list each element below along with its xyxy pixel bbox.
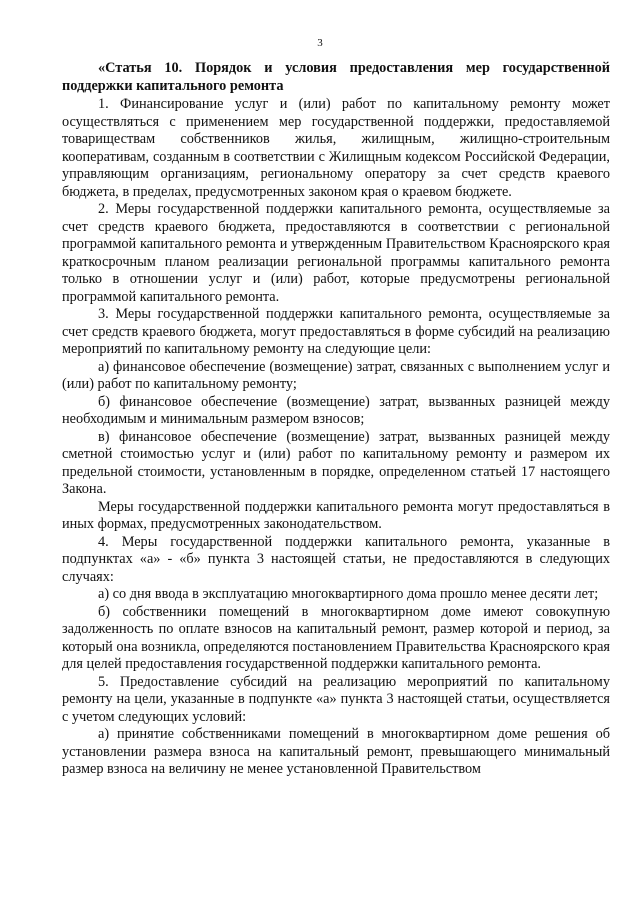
page-number: 3 bbox=[317, 37, 323, 49]
paragraph: б) собственники помещений в многоквартирном доме имеют совокупную задолженность по оплате взносов на капитальный ремонт, размер которой и период, за который она возникла, определяются постановлением Правительства Красноярского края для целей предоставления государственной поддержки капитального ремонта. bbox=[62, 603, 610, 672]
paragraph: 5. Предоставление субсидий на реализацию мероприятий по капитальному ремонту на цели, указанные в подпункте «а» пункта 3 настоящей статьи, осуществляется с учетом следующих условий: bbox=[62, 673, 610, 725]
paragraph: 1. Финансирование услуг и (или) работ по капитальному ремонту может осуществляться с применением мер государственной поддержки, предоставляемой товариществам собственников жилья, жилищным, жилищно-строительным кооперативам, созданным в соответствии с Жилищным кодексом Российской Федерации, управляющим организациям, региональному оператору за счет средств краевого бюджета, в пределах, предусмотренных законом края о краевом бюджете. bbox=[62, 96, 610, 200]
paragraph: а) принятие собственниками помещений в многоквартирном доме решения об установлении размера взноса на капитальный ремонт, превышающего минимальный размер взноса на величину не менее установленной Правительством bbox=[62, 726, 610, 777]
paragraph: Меры государственной поддержки капитального ремонта могут предоставляться в иных формах, предусмотренных законодательством. bbox=[62, 498, 610, 532]
paragraph: б) финансовое обеспечение (возмещение) затрат, вызванных разницей между необходимым и минимальным размером взносов; bbox=[62, 393, 610, 427]
paragraph: 2. Меры государственной поддержки капитального ремонта, осуществляемые за счет средств краевого бюджета, предоставляются в соответствии с региональной программой капитального ремонта и утвержденным Правительством Красноярского края краткосрочным планом реализации региональной программы капитального ремонта только в отношении услуг и (или) работ, которые предусмотрены региональной программой капитального ремонта. bbox=[62, 201, 610, 305]
document-body bbox=[62, 60, 610, 779]
article-heading: «Статья 10. Порядок и условия предоставления мер государственной поддержки капитального ремонта bbox=[62, 60, 610, 94]
paragraph: а) со дня ввода в эксплуатацию многоквартирного дома прошло менее десяти лет; bbox=[98, 586, 599, 602]
paragraph: 4. Меры государственной поддержки капитального ремонта, указанные в подпунктах «а» - «б» пункта 3 настоящей статьи, не предоставляются в следующих случаях: bbox=[62, 533, 610, 585]
paragraph: 3. Меры государственной поддержки капитального ремонта, осуществляемые за счет средств краевого бюджета, могут предоставляться в форме субсидий на реализацию мероприятий по капитальному ремонту на следующие цели: bbox=[62, 306, 610, 357]
paragraph: в) финансовое обеспечение (возмещение) затрат, вызванных разницей между сметной стоимостью услуг и (или) работ по капитальному ремонту и размером их предельной стоимости, установленным в порядке, определенном статьей 17 настоящего Закона. bbox=[62, 428, 610, 497]
paragraph: а) финансовое обеспечение (возмещение) затрат, связанных с выполнением услуг и (или) работ по капитальному ремонту; bbox=[62, 358, 610, 392]
